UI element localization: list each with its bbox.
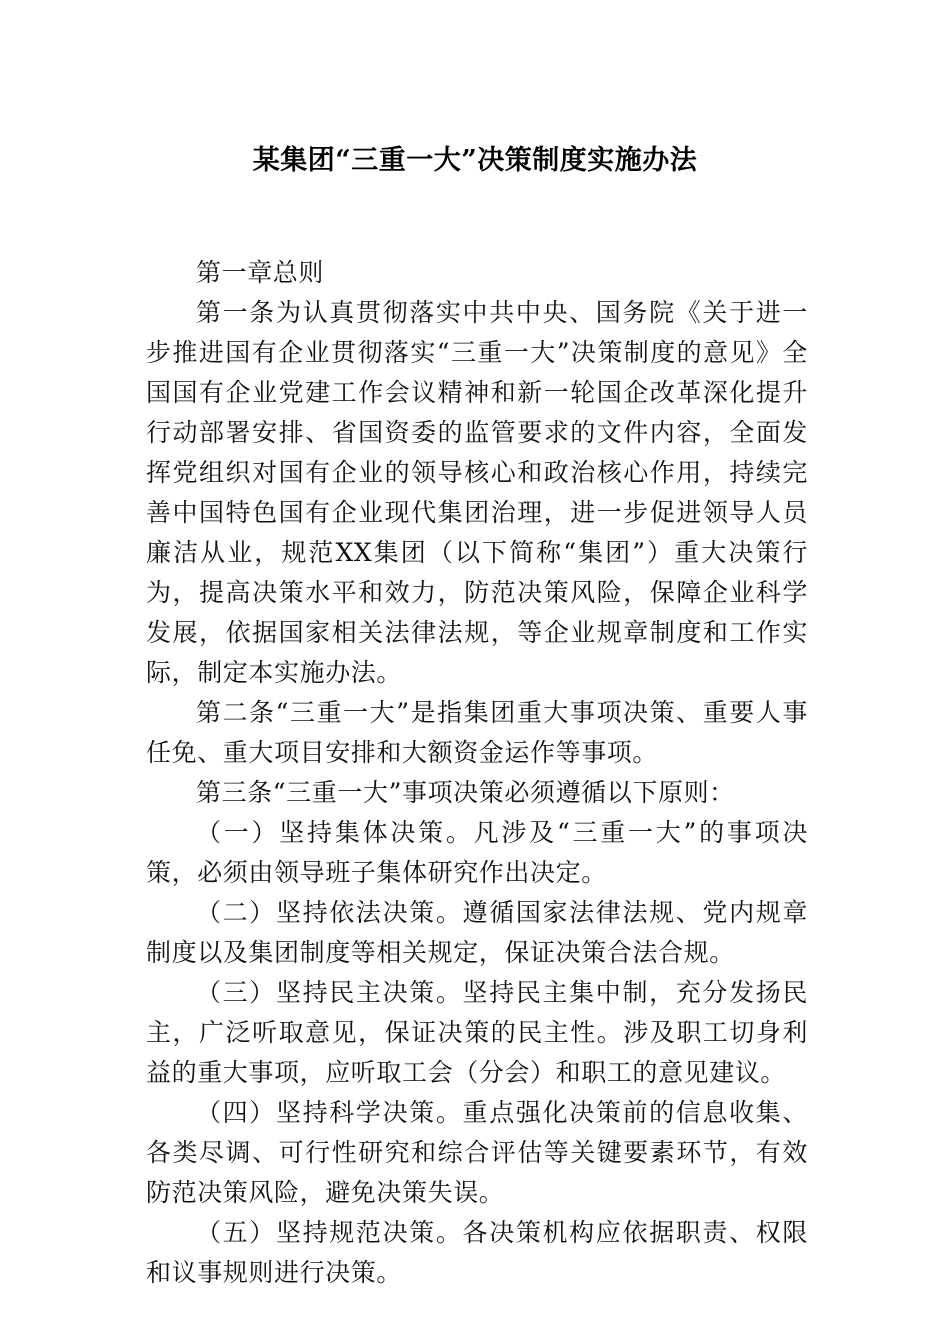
document-body bbox=[146, 253, 808, 1293]
principle-1-paragraph: （一）坚持集体决策。凡涉及“三重一大”的事项决策，必须由领导班子集体研究作出决定。 bbox=[146, 818, 808, 887]
article-3-paragraph: 第三条“三重一大”事项决策必须遵循以下原则： bbox=[196, 778, 735, 807]
chapter-heading: 第一章总则 bbox=[196, 258, 325, 287]
article-1-paragraph: 第一条为认真贯彻落实中共中央、国务院《关于进一步推进国有企业贯彻落实“三重一大”决策制度的意见》全国国有企业党建工作会议精神和新一轮国企改革深化提升行动部署安排、省国资委的监管要求的文件内容，全面发挥党组织对国有企业的领导核心和政治核心作用，持续完善中国特色国有企业现代集团治理，进一步促进领导人员廉洁从业，规范XX集团（以下简称“集团”）重大决策行为，提高决策水平和效力，防范决策风险，保障企业科学发展，依据国家相关法律法规，等企业规章制度和工作实际，制定本实施办法。 bbox=[146, 298, 808, 687]
principle-4-paragraph: （四）坚持科学决策。重点强化决策前的信息收集、各类尽调、可行性研究和综合评估等关键要素环节，有效防范决策风险，避免决策失误。 bbox=[146, 1098, 808, 1207]
principle-5-paragraph: （五）坚持规范决策。各决策机构应依据职责、权限和议事规则进行决策。 bbox=[146, 1218, 808, 1287]
article-2-paragraph: 第二条“三重一大”是指集团重大事项决策、重要人事任免、重大项目安排和大额资金运作等事项。 bbox=[146, 698, 808, 767]
principle-3-paragraph: （三）坚持民主决策。坚持民主集中制，充分发扬民主，广泛听取意见，保证决策的民主性。涉及职工切身利益的重大事项，应听取工会（分会）和职工的意见建议。 bbox=[146, 978, 808, 1087]
document-title: 某集团“三重一大”决策制度实施办法 bbox=[252, 145, 698, 176]
principle-2-paragraph: （二）坚持依法决策。遵循国家法律法规、党内规章制度以及集团制度等相关规定，保证决策合法合规。 bbox=[146, 898, 808, 967]
